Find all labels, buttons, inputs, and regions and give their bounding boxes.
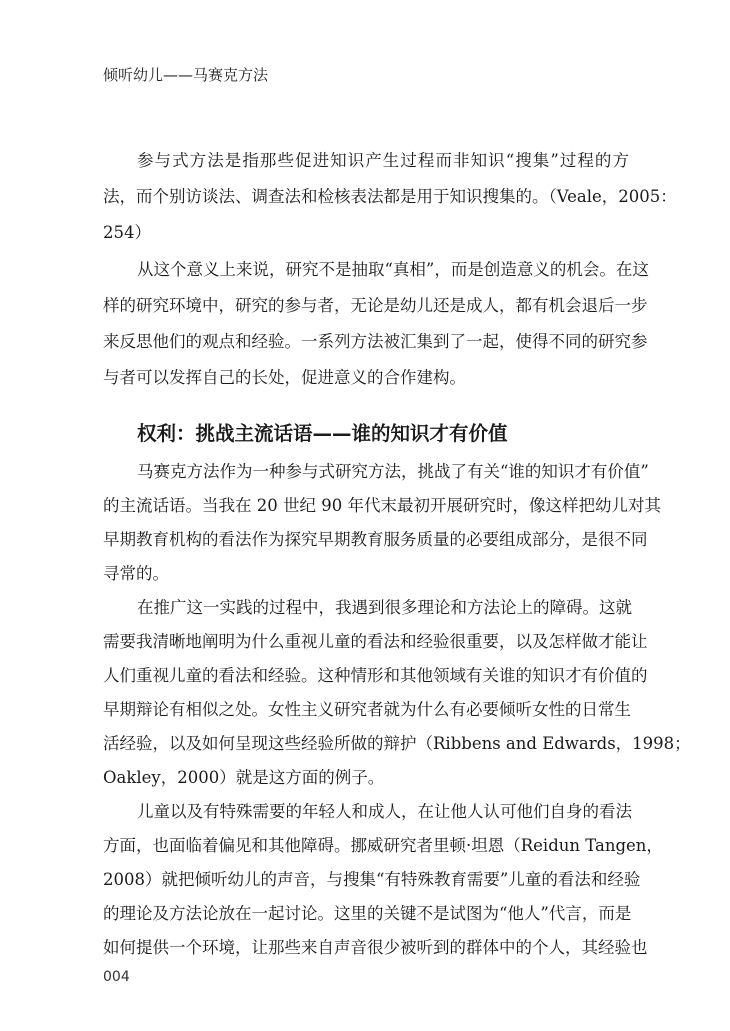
running-header: 倾听幼儿——马赛克方法 (103, 66, 269, 84)
body-line: 早期教育机构的看法作为探究早期教育服务质量的必要组成部分，是很不同 (103, 530, 648, 549)
body-line: 需要我清晰地阐明为什么重视儿童的看法和经验很重要，以及怎样做才能让 (103, 632, 648, 651)
body-line: 早期辩论有相似之处。女性主义研究者就为什么有必要倾听女性的日常生 (103, 700, 631, 719)
page-number: 004 (103, 969, 130, 985)
body-line: 的理论及方法论放在一起讨论。这里的关键不是试图为“他人”代言，而是 (103, 904, 632, 923)
body-line: 2008）就把倾听幼儿的声音，与搜集“有特殊教育需要”儿童的看法和经验 (103, 870, 641, 889)
body-line: 人们重视儿童的看法和经验。这种情形和其他领域有关谁的知识才有价值的 (103, 666, 648, 685)
body-line: 的主流话语。当我在 20 世纪 90 年代末最初开展研究时，像这样把幼儿对其 (103, 496, 661, 515)
paragraph-line: 来反思他们的观点和经验。一系列方法被汇集到了一起，使得不同的研究参 (103, 332, 648, 351)
body-line: 如何提供一个环境，让那些来自声音很少被听到的群体中的个人，其经验也 (103, 938, 648, 957)
paragraph-line: 从这个意义上来说，研究不是抽取“真相”，而是创造意义的机会。在这 (137, 260, 649, 279)
body-line: 马赛克方法作为一种参与式研究方法，挑战了有关“谁的知识才有价值” (137, 462, 649, 481)
paragraph-line: 样的研究环境中，研究的参与者，无论是幼儿还是成人，都有机会退后一步 (103, 296, 648, 315)
quote-line: 法，而个别访谈法、调查法和检核表法都是用于知识搜集的。（Veale，2005： (103, 187, 677, 206)
body-line: 活经验，以及如何呈现这些经验所做的辩护（Ribbens and Edwards，1998； (103, 734, 691, 753)
quote-line: 参与式方法是指那些促进知识产生过程而非知识“搜集”过程的方 (137, 151, 629, 170)
section-heading: 权利：挑战主流话语——谁的知识才有价值 (137, 422, 508, 445)
paragraph-line: 与者可以发挥自己的长处，促进意义的合作建构。 (103, 368, 466, 387)
body-line: 在推广这一实践的过程中，我遇到很多理论和方法论上的障碍。这就 (137, 598, 632, 617)
body-line: 寻常的。 (103, 564, 169, 583)
body-line: 方面，也面临着偏见和其他障碍。挪威研究者里顿·坦恩（Reidun Tangen， (103, 836, 663, 855)
body-line: 儿童以及有特殊需要的年轻人和成人，在让他人认可他们自身的看法 (137, 802, 632, 821)
body-line: Oakley，2000）就是这方面的例子。 (103, 768, 385, 787)
quote-line: 254） (103, 223, 151, 242)
